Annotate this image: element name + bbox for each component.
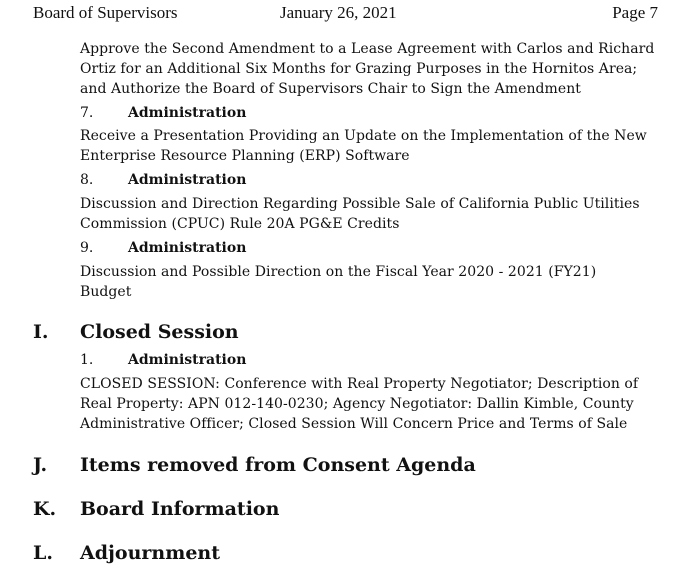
text-line: Approve the Second Amendment to a Lease Agreement with Carlos and Richard [80, 41, 655, 57]
section-title: Adjournment [80, 542, 220, 564]
item-9-heading [80, 238, 246, 258]
item-6-description [80, 39, 670, 99]
text-line: Receive a Presentation Providing an Update on the Implementation of the New [80, 128, 647, 144]
item-department: Administration [128, 105, 247, 121]
text-line: Budget [80, 284, 132, 300]
text-line: Ortiz for an Additional Six Months for Grazing Purposes in the Hornitos Area; [80, 61, 638, 77]
section-title: Board Information [80, 498, 280, 520]
item-department: Administration [128, 240, 247, 256]
closed-session-item-1-heading [80, 350, 246, 370]
item-number: 7. [80, 105, 94, 121]
text-line: Administrative Officer; Closed Session Will Concern Price and Terms of Sale [80, 416, 628, 432]
item-department: Administration [128, 352, 247, 368]
section-letter: I. [33, 321, 49, 343]
text-line: Enterprise Resource Planning (ERP) Software [80, 148, 410, 164]
item-number: 1. [80, 352, 94, 368]
text-line: Commission (CPUC) Rule 20A PG&E Credits [80, 216, 400, 232]
closed-session-item-1-description [80, 374, 670, 434]
item-number: 9. [80, 240, 94, 256]
text-line: Real Property: APN 012-140-0230; Agency Negotiator: Dallin Kimble, County [80, 396, 634, 412]
text-line: Discussion and Possible Direction on the Fiscal Year 2020 - 2021 (FY21) [80, 264, 597, 280]
item-8-heading [80, 170, 246, 190]
page-header [0, 3, 680, 25]
header-board-name: Board of Supervisors [33, 3, 178, 22]
section-letter: L. [33, 542, 53, 564]
header-date: January 26, 2021 [280, 3, 397, 22]
text-line: CLOSED SESSION: Conference with Real Property Negotiator; Description of [80, 376, 639, 392]
text-line: Discussion and Direction Regarding Possible Sale of California Public Utilities [80, 196, 640, 212]
item-department: Administration [128, 172, 247, 188]
item-9-description [80, 262, 670, 302]
item-number: 8. [80, 172, 94, 188]
item-8-description [80, 194, 670, 234]
section-title: Closed Session [80, 321, 239, 343]
section-title: Items removed from Consent Agenda [80, 454, 476, 476]
item-7-heading [80, 103, 246, 123]
text-line: and Authorize the Board of Supervisors Chair to Sign the Amendment [80, 81, 581, 97]
header-page-number: Page 7 [612, 3, 658, 22]
section-letter: J. [33, 454, 48, 476]
item-7-description [80, 126, 670, 166]
section-letter: K. [33, 498, 57, 520]
